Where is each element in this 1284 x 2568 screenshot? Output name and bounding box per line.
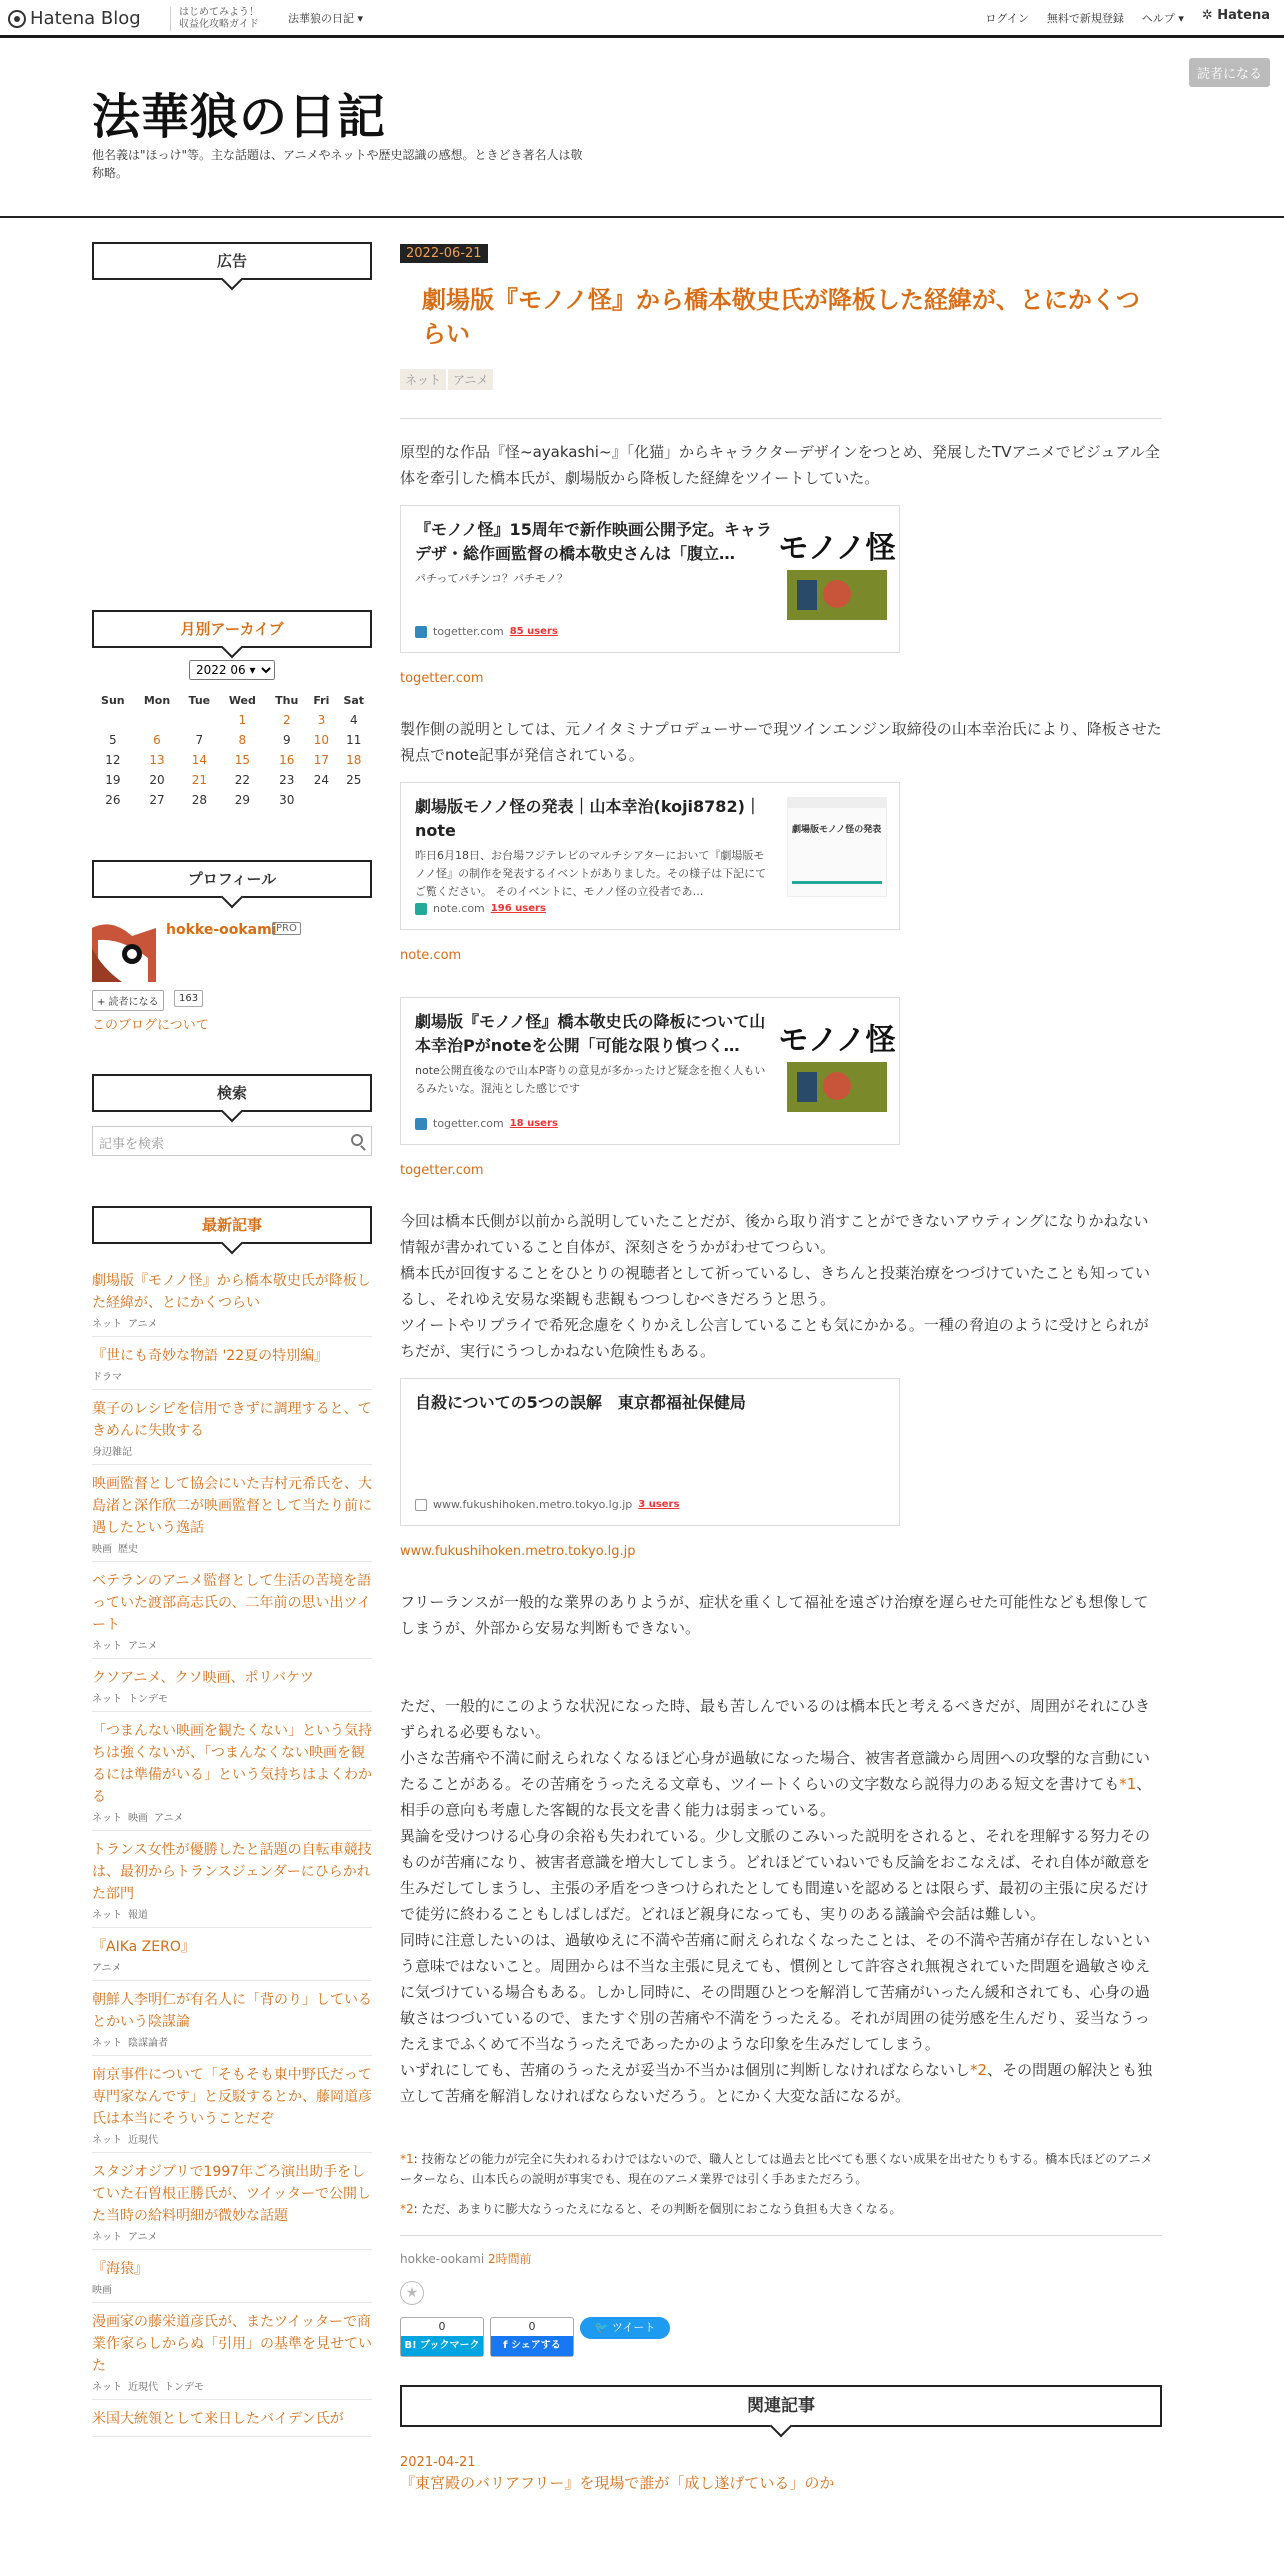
- recent-entry: [92, 1465, 372, 1562]
- add-star-icon[interactable]: ★: [400, 2281, 424, 2305]
- blog-header: [0, 38, 1284, 218]
- recent-entry: [92, 1390, 372, 1465]
- paragraph: 異論を受けつける心身の余裕も失われている。少し文脈のこみいった説明をされると、それを理解する努力そのものが苦痛になり、被害者意識を増大してしまう。どれほどていねいでも反論をおこなえば、それ自体が敵意を生みだしてしまうし、主張の矛盾をつきつけられたとしても間違いを認めるとは限らず、最初の主張に戻るだけで徒労に終わることもしばしばだ。どれほど親身になっても、実りのある議論や会話は難しい。: [400, 1827, 1151, 1923]
- calendar-day: 22: [234, 773, 250, 787]
- paragraph: ただ、一般的にこのような状況になった時、最も苦しんでいるのは橋本氏と考えるべきだが、周囲がそれにひきずられる必要もない。: [400, 1697, 1151, 1741]
- card-title: 劇場版モノノ怪の発表｜山本幸治(koji8782)｜note: [415, 797, 761, 840]
- guide-line2: 収益化攻略ガイド: [179, 19, 259, 30]
- recent-entry-categories: [92, 1540, 372, 1555]
- paragraph: 橋本氏が回復することをひとりの視聴者として祈っているし、きちんと投薬治療をつづけていたことも知っているし、それゆえ安易な楽観も悲観もつつしむべきだろうと思う。: [400, 1264, 1151, 1308]
- calendar-day[interactable]: 16: [279, 753, 295, 767]
- embed-card-togetter-1[interactable]: [400, 505, 900, 653]
- recent-entry-title[interactable]: 朝鮮人李明仁が有名人に「背のり」しているとかいう陰謀論: [92, 1992, 372, 2030]
- embed-card-togetter-2[interactable]: [400, 997, 900, 1145]
- author-link[interactable]: hokke-ookami: [400, 2252, 485, 2266]
- calendar-weekday: Wed: [228, 693, 256, 707]
- footnote-text: 技術などの能力が完全に失われるわけではないので、職人としては過去と比べても悪くない成果を出せたりもする。橋本氏ほどのアニメーターなら、山本氏らの説明が事実でも、現在のアニメ業界では引く手あまただろう。: [400, 2152, 1153, 2186]
- recent-entry-category[interactable]: アニメ: [154, 1813, 184, 1824]
- footnote-2: *2: ただ、あまりに膨大なうったえになると、その判断を個別におこなう負担も大きくなる。: [400, 2202, 902, 2216]
- archive-month-select[interactable]: [189, 660, 275, 680]
- card-desc: note公開直後なので山本P寄りの意見が多かったけど疑念を抱く人もいるみたいな。混沌とした感じです: [415, 1064, 766, 1095]
- calendar-weekday: Thu: [275, 693, 299, 707]
- calendar-day[interactable]: 1: [238, 713, 247, 727]
- paragraph: [400, 1745, 1162, 1823]
- search-module-title: 検索: [92, 1074, 372, 1112]
- recent-entry-title[interactable]: 映画監督として協会にいた吉村元希氏を、大島渚と深作欣二が映画監督として当たり前に遇したという逸話: [92, 1476, 372, 1536]
- recent-entry-category[interactable]: ドラマ: [92, 1372, 122, 1383]
- calendar-day: [180, 710, 218, 730]
- calendar-day[interactable]: 6: [153, 733, 161, 747]
- entry: [400, 242, 1162, 2492]
- recent-entry-category[interactable]: アニメ: [128, 2232, 158, 2243]
- recent-entry-categories: [92, 2378, 372, 2393]
- hatena-star-icon: ✲: [1201, 8, 1218, 23]
- recent-entry-category[interactable]: ネット: [92, 2135, 122, 2146]
- footnotes: [400, 2149, 1162, 2219]
- recent-entry-category[interactable]: 陰謀論者: [128, 2038, 168, 2049]
- recent-entry-categories: [92, 1959, 372, 1974]
- recent-entry-category[interactable]: アニメ: [128, 1641, 158, 1652]
- source-link[interactable]: note.com: [400, 948, 462, 963]
- profile-module-title: プロフィール: [92, 860, 372, 898]
- entry-date[interactable]: 2022-06-21: [400, 244, 488, 263]
- avatar[interactable]: [92, 918, 156, 982]
- recent-entry-title[interactable]: 「つまんない映画を観たくない」という気持ちは強くないが、「つまんなくない映画を観るには準備がいる」という気持ちはよくわかる: [92, 1723, 372, 1805]
- related-date: 2021-04-21: [400, 2455, 476, 2470]
- hatebu-users[interactable]: 85 users: [509, 626, 558, 637]
- recent-entry-category[interactable]: ネット: [92, 2038, 122, 2049]
- calendar-weekday: Tue: [188, 693, 211, 707]
- sidebar: [92, 242, 372, 2437]
- recent-entry-title[interactable]: トランス女性が優勝したと話題の自転車競技は、最初からトランスジェンダーにひらかれた部門: [92, 1842, 372, 1902]
- facebook-label: f シェアする: [491, 2336, 573, 2356]
- calendar-day[interactable]: 18: [346, 753, 362, 767]
- hatebu-users[interactable]: 18 users: [509, 1118, 558, 1129]
- footnote-back-1[interactable]: *1: [400, 2152, 414, 2166]
- recent-entry-title[interactable]: 『海猿』: [92, 2261, 148, 2277]
- recent-entry-title[interactable]: 南京事件について「そもそも東中野氏だって専門家なんです」と反駁するとか、藤岡道彦氏は本当にそういうことだぞ: [92, 2067, 372, 2127]
- recent-entry: [92, 1659, 372, 1712]
- svg-text:モノノ怪: モノノ怪: [778, 1023, 896, 1058]
- calendar-day: 7: [195, 733, 204, 747]
- calendar-day[interactable]: 21: [191, 773, 207, 787]
- calendar-day: [92, 710, 134, 730]
- archive-calendar: [92, 660, 372, 810]
- footnote-ref-1[interactable]: *1: [1119, 1775, 1137, 1793]
- calendar-day[interactable]: 14: [191, 753, 207, 767]
- recent-entry-categories: [92, 2034, 372, 2049]
- monetize-guide-link[interactable]: [170, 7, 259, 31]
- recent-entry-category[interactable]: 歴史: [118, 1544, 138, 1555]
- reader-button[interactable]: + 読者になる: [92, 990, 164, 1011]
- tweet-label: ツイート: [611, 2321, 656, 2334]
- card-desc: 昨日6月18日、お台場フジテレビのマルチシアターにおいて『劇場版モノノ怪』の制作を発表するイベントがありました。その様子は下記にてご覧ください。 そのイベントに、モノノ怪の立役者であ…: [415, 849, 767, 898]
- recent-entry-category[interactable]: トンデモ: [164, 2382, 204, 2393]
- recent-entry-category[interactable]: 身辺雑記: [92, 1447, 132, 1458]
- entry-time[interactable]: 2時間前: [487, 2252, 532, 2266]
- text-span: いずれにしても、苦痛のうったえが妥当か不当かは個別に判断しなければならないし: [400, 2061, 971, 2079]
- embed-card-note[interactable]: [400, 782, 900, 930]
- recent-entry: [92, 2400, 372, 2437]
- recent-entry-title[interactable]: 『世にも奇妙な物語 '22夏の特別編』: [92, 1348, 329, 1364]
- recent-module-title[interactable]: 最新記事: [92, 1206, 372, 1244]
- blog-title[interactable]: 法華狼の日記: [92, 89, 387, 145]
- signup-link[interactable]: 無料で新規登録: [1046, 12, 1124, 25]
- recent-entry-category[interactable]: ネット: [92, 1694, 122, 1705]
- blog-description: 他名義は"ほっけ"等。主な話題は、アニメやネットや歴史認識の感想。ときどき著名人は敬称略。: [92, 148, 583, 180]
- recent-entry-category[interactable]: 報道: [128, 1910, 148, 1921]
- recent-entry-title[interactable]: 菓子のレシピを信用できずに調理すると、てきめんに失敗する: [92, 1401, 372, 1439]
- text-span: 小さな苦痛や不満に耐えられなくなるほど心身が過敏になった場合、被害者意識から周囲への攻撃的な言動にいたることがある。その苦痛をうったえる文章も、ツイートくらいの文字数なら説得力のある短文を書けても: [400, 1749, 1151, 1793]
- calendar-day: 5: [109, 733, 117, 747]
- hatebu-users[interactable]: 196 users: [490, 903, 546, 914]
- recent-entry-category[interactable]: ネット: [92, 1813, 122, 1824]
- calendar-day[interactable]: 15: [234, 753, 250, 767]
- calendar-day: [336, 790, 372, 810]
- card-footer: [415, 1117, 558, 1130]
- paragraph: 同時に注意したいのは、過敏ゆえに不満や苦痛に耐えられなくなったことは、その不満や苦痛が存在しないという意味ではないこと。周囲からは不当な主張に見えても、慣例として許容され無視されていた問題を過敏さゆえに気づけている場合もある。しかし同時に、その問題ひとつを解消して苦痛がいったん緩和されても、心身の過敏さはつづいているので、またすぐ別の苦痛や不満をうったえる。それが周囲の徒労感を生んだり、妥当なうったえまでふくめて不当なうったえであったかのような印象を生みだしてしまう。: [400, 1931, 1151, 2053]
- thumb-bar: [788, 798, 886, 808]
- paragraph: ツイートやリプライで希死念慮をくりかえし公言していることも気にかかる。一種の脅迫のように受けとられがちだが、実行にうつしかねない危険性もある。: [400, 1316, 1149, 1360]
- card-title: 劇場版『モノノ怪』橋本敬史氏の降板について山本幸治Pがnoteを公開「可能な限り慎つく…: [415, 1012, 766, 1055]
- hatena-text: Hatena: [1217, 8, 1270, 23]
- paragraph: 原型的な作品『怪~ayakashi~』「化猫」からキャラクターデザインをつとめ、発展したTVアニメでビジュアル全体を牽引した橋本氏が、劇場版から降板した経緯をツイートしていた。: [400, 443, 1160, 487]
- help-menu[interactable]: ヘルプ ▾: [1141, 12, 1184, 25]
- recent-entry-category[interactable]: トンデモ: [128, 1694, 168, 1705]
- recent-entry-title[interactable]: 漫画家の藤栄道彦氏が、またツイッターで商業作家らしからぬ「引用」の基準を見せていた: [92, 2314, 372, 2374]
- hatena-link[interactable]: [1202, 8, 1270, 26]
- recent-entry: [92, 1562, 372, 1659]
- card-site: note.com: [433, 902, 485, 915]
- recent-entry: [92, 1262, 372, 1337]
- recent-entry-categories: [92, 2131, 372, 2146]
- recent-entry-categories: [92, 2281, 372, 2296]
- hatebu-label: B! ブックマーク: [401, 2336, 483, 2356]
- recent-entry: [92, 1981, 372, 2056]
- twitter-bird-icon: 🐦: [594, 2321, 612, 2334]
- calendar-day: 30: [279, 793, 295, 807]
- card-footer: [415, 1498, 679, 1511]
- recent-entry-title[interactable]: クソアニメ、クソ映画、ポリバケツ: [92, 1670, 314, 1686]
- footnote-text: ただ、あまりに膨大なうったえになると、その判断を個別におこなう負担も大きくなる。: [421, 2202, 902, 2216]
- recent-entry-category[interactable]: ネット: [92, 1641, 122, 1652]
- recent-entry-title[interactable]: 劇場版『モノノ怪』から橋本敬史氏が降板した経緯が、とにかくつらい: [92, 1273, 371, 1311]
- text-span: 、相手の意向も考慮した客観的な長文を書く能力は弱まっている。: [400, 1775, 1152, 1819]
- calendar-day: 23: [279, 773, 295, 787]
- footnote-1: *1: 技術などの能力が完全に失われるわけではないので、職人としては過去と比べても悪くない成果を出せたりもする。橋本氏ほどのアニメーターなら、山本氏らの説明が事実でも、現在のアニメ業界では引く手あまただろう。: [400, 2152, 1153, 2186]
- calendar-weekday: Sun: [101, 693, 125, 707]
- about-link[interactable]: このブログについて: [92, 1018, 209, 1033]
- thumb-text: 劇場版モノノ怪の発表: [792, 825, 882, 835]
- calendar-day: 29: [234, 793, 250, 807]
- card-site: togetter.com: [433, 1117, 504, 1130]
- thumb-line: [792, 881, 882, 884]
- facebook-count: 0: [528, 2320, 536, 2333]
- mononoke-thumbnail-icon: [778, 1012, 896, 1112]
- mononoke-thumbnail-icon: [778, 520, 896, 620]
- hatebu-users[interactable]: 3 users: [638, 1499, 680, 1510]
- recent-entry: [92, 1712, 372, 1831]
- recent-entry-categories: [92, 2228, 372, 2243]
- related-title[interactable]: 『東宮殿のバリアフリー』を現場で誰が「成し遂げている」のか: [400, 2474, 835, 2492]
- calendar-table: [92, 690, 372, 810]
- card-site: togetter.com: [433, 625, 504, 638]
- togetter-favicon-icon: [415, 1118, 427, 1130]
- recent-entry-categories: [92, 1809, 372, 1824]
- recent-entry-category[interactable]: ネット: [92, 2382, 122, 2393]
- recent-entry-category[interactable]: 近現代: [128, 2382, 158, 2393]
- text-span: 、その問題の解決とも独立して苦痛を解消しなければならないだろう。とにかく大変な話になるが。: [400, 2061, 1153, 2105]
- login-link[interactable]: ログイン: [985, 12, 1029, 25]
- recent-entry-title[interactable]: 『AIKa ZERO』: [92, 1939, 195, 1955]
- recent-entry-title[interactable]: ベテランのアニメ監督として生活の苦境を語っていた渡部高志氏の、二年前の思い出ツイート: [92, 1573, 372, 1633]
- recent-entry-category[interactable]: ネット: [92, 2232, 122, 2243]
- entry-categories: [400, 369, 1162, 390]
- recent-entry-title[interactable]: スタジオジブリで1997年ごろ演出助手をしていた石曽根正勝氏が、ツイッターで公開した当時の給料明細が微妙な話題: [92, 2164, 372, 2224]
- recent-entry-title[interactable]: 米国大統領として来日したバイデン氏が: [92, 2411, 344, 2427]
- logo-text: Hatena Blog: [30, 8, 141, 29]
- recent-entry: [92, 1831, 372, 1928]
- calendar-day: 26: [105, 793, 121, 807]
- recent-entry-categories: [92, 1906, 372, 1921]
- profile-name[interactable]: hokke-ookami: [166, 922, 277, 938]
- svg-text:モノノ怪: モノノ怪: [778, 531, 896, 566]
- source-link[interactable]: www.fukushihoken.metro.tokyo.lg.jp: [400, 1544, 636, 1559]
- hatena-blog-logo[interactable]: [8, 8, 141, 29]
- ad-module-title: 広告: [92, 242, 372, 280]
- recent-entry-category[interactable]: ネット: [92, 1910, 122, 1921]
- page-favicon-icon: [415, 1499, 427, 1511]
- calendar-day: 19: [105, 773, 121, 787]
- hatebu-button[interactable]: [400, 2317, 484, 2357]
- pro-badge: PRO: [272, 922, 301, 935]
- note-favicon-icon: [415, 903, 427, 915]
- avatar-icon: [92, 918, 156, 982]
- calendar-weekday: Fri: [313, 693, 330, 707]
- recent-entry-categories: [92, 1637, 372, 1652]
- card-footer: [415, 625, 558, 638]
- hatebu-count: 0: [438, 2320, 446, 2333]
- calendar-day[interactable]: 8: [238, 733, 247, 747]
- paragraph: 製作側の説明としては、元ノイタミナプロデューサーで現ツインエンジン取締役の山本幸治氏により、降板させた視点でnote記事が発信されている。: [400, 720, 1162, 764]
- recent-entry: [92, 1337, 372, 1390]
- profile: [92, 918, 372, 1033]
- recent-entry: [92, 1928, 372, 1981]
- source-link[interactable]: togetter.com: [400, 1163, 484, 1178]
- search-icon[interactable]: [351, 1134, 363, 1146]
- recent-entry-category[interactable]: アニメ: [128, 1319, 158, 1330]
- calendar-day: 27: [149, 793, 165, 807]
- hatena-logo-icon: [8, 10, 26, 28]
- note-thumbnail: [787, 797, 887, 897]
- calendar-day: 25: [346, 773, 362, 787]
- calendar-day: 9: [282, 733, 291, 747]
- calendar-day[interactable]: 2: [282, 713, 291, 727]
- facebook-share-button[interactable]: [490, 2317, 574, 2357]
- calendar-day: [134, 710, 181, 730]
- search-input[interactable]: [92, 1126, 372, 1156]
- recent-entry: [92, 2056, 372, 2153]
- entry-title[interactable]: 劇場版『モノノ怪』から橋本敬史氏が降板した経緯が、とにかくつらい: [422, 286, 1140, 348]
- global-nav: [985, 10, 1270, 26]
- related-module-title: 関連記事: [400, 2385, 1162, 2427]
- paragraph: [400, 2057, 1162, 2109]
- divider: [400, 2235, 1162, 2236]
- share-buttons: [400, 2317, 1162, 2357]
- recent-entry-categories: [92, 1690, 372, 1705]
- card-title: 『モノノ怪』15周年で新作映画公開予定。キャラデザ・総作画監督の橋本敬史さんは「腹立…: [415, 520, 772, 563]
- calendar-day: 20: [149, 773, 165, 787]
- recent-entry-category[interactable]: 近現代: [128, 2135, 158, 2146]
- blog-menu[interactable]: 法華狼の日記 ▾: [288, 12, 364, 25]
- ad-space: [92, 280, 372, 610]
- source-link[interactable]: togetter.com: [400, 671, 484, 686]
- footnote-back-2[interactable]: *2: [400, 2202, 414, 2216]
- recent-entry: [92, 2153, 372, 2250]
- recent-entry-category[interactable]: 映画: [92, 1544, 112, 1555]
- embed-card-fukushihoken[interactable]: [400, 1378, 900, 1526]
- calendar-day[interactable]: 3: [317, 713, 326, 727]
- paragraph: 今回は橋本氏側が以前から説明していたことだが、後から取り消すことができないアウティングになりかねない情報が書かれていること自体が、深刻さをうかがわせてつらい。: [400, 1212, 1149, 1256]
- calendar-day: 11: [346, 733, 362, 747]
- calendar-day: 28: [191, 793, 207, 807]
- recent-entry-category[interactable]: 映画: [92, 2285, 112, 2296]
- recent-entry-categories: [92, 1443, 372, 1458]
- calendar-day[interactable]: 17: [313, 753, 330, 767]
- entry-footer-meta: [400, 2250, 1162, 2267]
- calendar-weekday: Sat: [343, 693, 365, 707]
- card-desc: パチってパチンコ？パチモノ？: [415, 572, 568, 585]
- archive-module-title[interactable]: 月別アーカイブ: [92, 610, 372, 648]
- calendar-weekday: Mon: [143, 693, 171, 707]
- calendar-day: 24: [313, 773, 330, 787]
- recent-entry-category[interactable]: アニメ: [92, 1963, 122, 1974]
- hatena-global-header: [0, 0, 1284, 38]
- togetter-favicon-icon: [415, 626, 427, 638]
- card-title: 自殺についての5つの誤解 東京都福祉保健局: [415, 1393, 746, 1412]
- calendar-day[interactable]: 10: [313, 733, 330, 747]
- calendar-day: 4: [349, 713, 358, 727]
- reader-count[interactable]: 163: [174, 990, 203, 1007]
- category-tag[interactable]: アニメ: [448, 369, 493, 390]
- recent-entry-categories: [92, 1368, 372, 1383]
- tweet-button[interactable]: [580, 2317, 670, 2339]
- recent-entry-category[interactable]: ネット: [92, 1319, 122, 1330]
- category-tag[interactable]: ネット: [400, 369, 446, 390]
- paragraph: フリーランスが一般的な業界のありようが、症状を重くして福祉を遠ざけ治療を遅らせた可能性なども想像してしまうが、外部から安易な判断もできない。: [400, 1593, 1149, 1637]
- recent-entry-categories: [92, 1315, 372, 1330]
- recent-entry: [92, 2303, 372, 2400]
- recent-entry: [92, 2250, 372, 2303]
- guide-line1: はじめてみよう！: [179, 7, 259, 18]
- search-placeholder: 記事を検索: [99, 1137, 165, 1152]
- divider: [400, 418, 1162, 419]
- footnote-ref-2[interactable]: *2: [970, 2061, 988, 2079]
- subscribe-button[interactable]: 読者になる: [1189, 58, 1270, 87]
- card-site: www.fukushihoken.metro.tokyo.lg.jp: [433, 1498, 633, 1511]
- recent-list: [92, 1262, 372, 2437]
- recent-entry-category[interactable]: 映画: [128, 1813, 148, 1824]
- calendar-day: 12: [105, 753, 121, 767]
- calendar-day[interactable]: 13: [149, 753, 165, 767]
- card-footer: [415, 902, 546, 915]
- calendar-day: [307, 790, 335, 810]
